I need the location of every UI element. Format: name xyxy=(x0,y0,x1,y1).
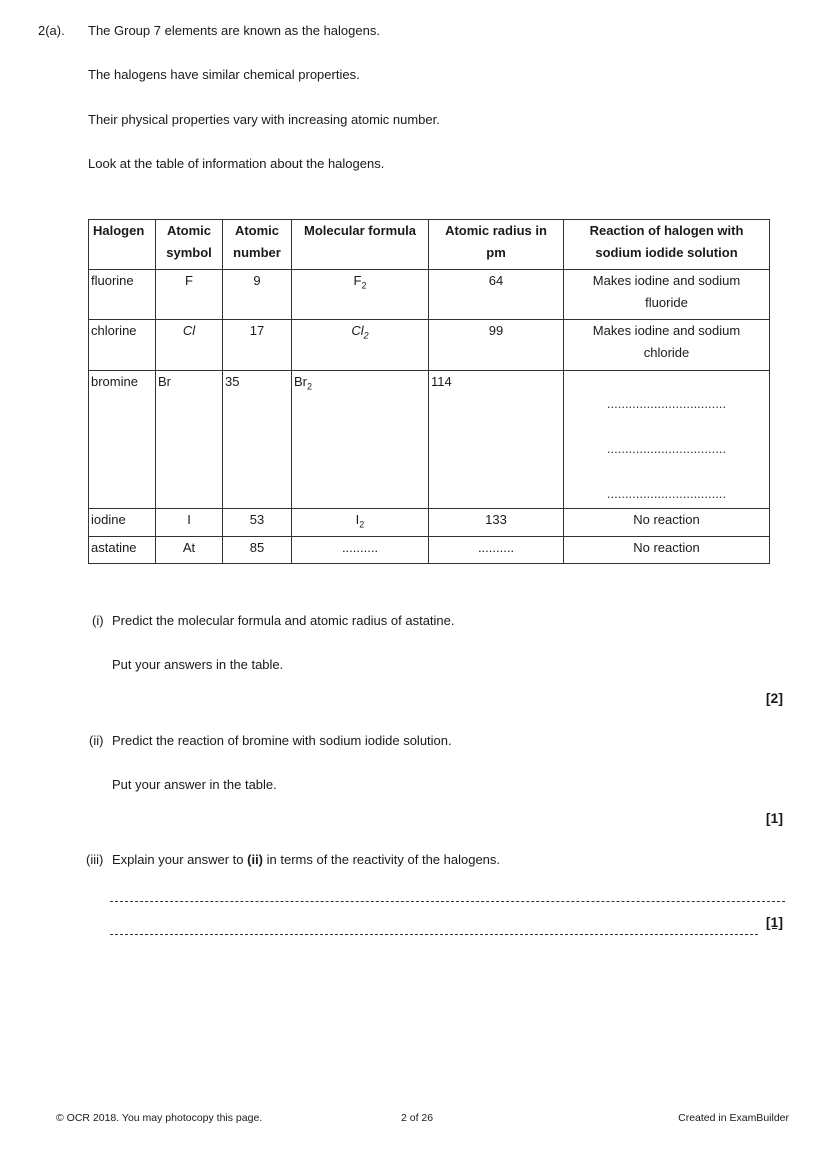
halogen-table xyxy=(88,219,770,564)
answer-line[interactable]: ................................. xyxy=(606,486,727,501)
header-atomic-number: Atomic number xyxy=(223,220,292,270)
cell-reaction: No reaction xyxy=(564,509,770,537)
answer-line[interactable]: ................................. xyxy=(606,396,727,411)
header-molecular-formula: Molecular formula xyxy=(292,220,429,270)
table-row-fluorine xyxy=(89,270,770,320)
cell-halogen: chlorine xyxy=(89,320,156,371)
cell-reaction-answer[interactable] xyxy=(564,371,770,509)
cell-number: 53 xyxy=(223,509,292,537)
cell-formula: $F_2$ xyxy=(292,270,429,320)
cell-symbol: I xyxy=(156,509,223,537)
cell-formula-answer[interactable]: .......... xyxy=(292,537,429,564)
table-row-iodine xyxy=(89,509,770,537)
part-iii-marks: [1] xyxy=(765,914,783,930)
cell-number: 17 xyxy=(223,320,292,371)
cell-radius: 99 xyxy=(429,320,564,371)
cell-symbol: Br xyxy=(156,371,223,509)
cell-number: 9 xyxy=(223,270,292,320)
part-i-marks: [2] xyxy=(765,690,783,706)
table-row-chlorine xyxy=(89,320,770,371)
cell-reaction: Makes iodine and sodium chloride xyxy=(564,320,770,371)
cell-formula: $I_2$ xyxy=(292,509,429,537)
header-reaction: Reaction of halogen with sodium iodide solution xyxy=(564,220,770,270)
part-ii-text: Predict the reaction of bromine with sodium iodide solution. xyxy=(112,733,452,748)
cell-number: 85 xyxy=(223,537,292,564)
cell-radius: 64 xyxy=(429,270,564,320)
cell-radius: 133 xyxy=(429,509,564,537)
header-atomic-radius: Atomic radius in pm xyxy=(429,220,564,270)
table-row-astatine xyxy=(89,537,770,564)
cell-radius: 114 xyxy=(429,371,564,509)
cell-reaction: Makes iodine and sodium fluoride xyxy=(564,270,770,320)
footer-copyright: © OCR 2018. You may photocopy this page. xyxy=(56,1112,263,1124)
header-halogen: Halogen xyxy=(89,220,156,270)
part-iii-label: (iii) xyxy=(86,852,104,867)
cell-radius-answer[interactable]: .......... xyxy=(429,537,564,564)
part-i-text: Predict the molecular formula and atomic radius of astatine. xyxy=(112,613,455,628)
answer-line[interactable]: ................................. xyxy=(606,441,727,456)
footer-page-number: 2 of 26 xyxy=(401,1112,434,1124)
footer-created: Created in ExamBuilder xyxy=(678,1112,789,1124)
part-ii-marks: [1] xyxy=(765,810,783,826)
part-ii-instruction: Put your answer in the table. xyxy=(112,777,277,792)
answer-line-2[interactable] xyxy=(110,934,758,935)
cell-symbol: At xyxy=(156,537,223,564)
cell-reaction: No reaction xyxy=(564,537,770,564)
answer-line-1[interactable] xyxy=(110,901,785,902)
cell-halogen: iodine xyxy=(89,509,156,537)
part-ii-label: (ii) xyxy=(89,733,104,748)
intro-line-2: The halogens have similar chemical properties. xyxy=(88,67,360,82)
cell-formula: $Br_2$ xyxy=(292,371,429,509)
header-atomic-symbol: Atomic symbol xyxy=(156,220,223,270)
part-i-instruction: Put your answers in the table. xyxy=(112,657,284,672)
intro-line-1: The Group 7 elements are known as the halogens. xyxy=(88,23,380,38)
table-row-bromine xyxy=(89,371,770,509)
cell-halogen: astatine xyxy=(89,537,156,564)
cell-number: 35 xyxy=(223,371,292,509)
question-number: 2(a). xyxy=(38,23,65,38)
cell-formula: $Cl_2$ xyxy=(292,320,429,371)
table-header-row xyxy=(89,220,770,270)
intro-line-3: Their physical properties vary with increasing atomic number. xyxy=(88,112,440,127)
cell-halogen: bromine xyxy=(89,371,156,509)
cell-symbol: Cl xyxy=(156,320,223,371)
part-iii-text: Explain your answer to (ii) in terms of the reactivity of the halogens. xyxy=(112,852,501,867)
cell-symbol: F xyxy=(156,270,223,320)
part-i-label: (i) xyxy=(92,613,104,628)
intro-line-4: Look at the table of information about the halogens. xyxy=(88,156,385,171)
cell-halogen: fluorine xyxy=(89,270,156,320)
